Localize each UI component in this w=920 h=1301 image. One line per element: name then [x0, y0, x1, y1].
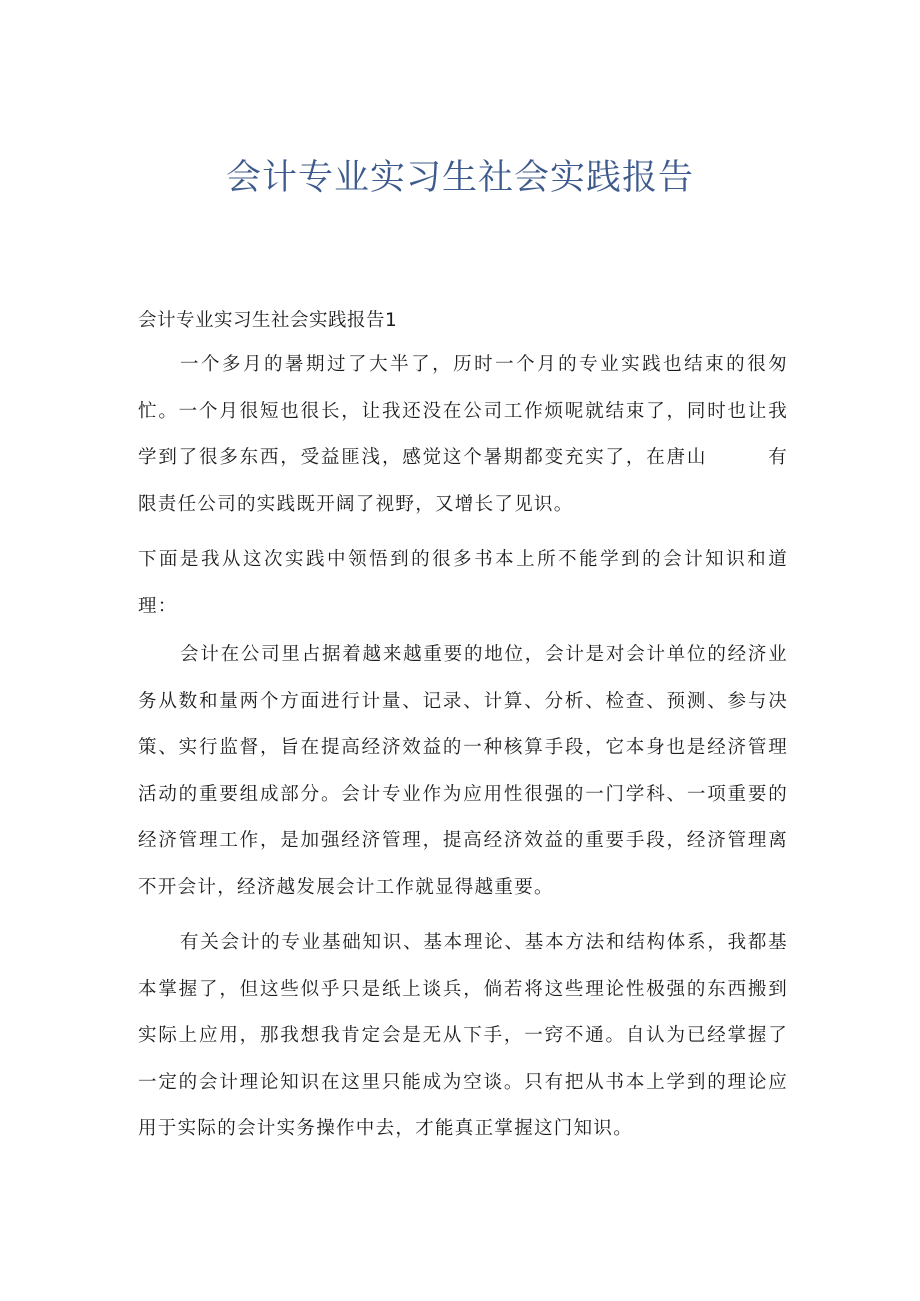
section-heading: 会计专业实习生社会实践报告1 [138, 310, 398, 331]
paragraph-4: 有关会计的专业基础知识、基本理论、基本方法和结构体系，我都基本掌握了，但这些似乎只是纸上谈兵，倘若将这些理论性极强的东西搬到实际上应用，那我想我肯定会是无从下手，一窍不通。自认为已经掌握了一定的会计理论知识在这里只能成为空谈。只有把从书本上学到的理论应用于实际的会计实务操作中去，才能真正掌握这门知识。 [138, 932, 788, 1139]
document-title: 会计专业实习生社会实践报告 [225, 158, 694, 198]
paragraph-2: 下面是我从这次实践中领悟到的很多书本上所不能学到的会计知识和道理： [138, 549, 788, 617]
paragraph-1: 一个多月的暑期过了大半了，历时一个月的专业实践也结束的很匆忙。一个月很短也很长，让我还没在公司工作烦呢就结束了，同时也让我学到了很多东西，受益匪浅，感觉这个暑期都变充实了，在唐山 有限责任公司的实践既开阔了视野，又增长了见识。 [138, 354, 788, 515]
paragraph-3: 会计在公司里占据着越来越重要的地位，会计是对会计单位的经济业务从数和量两个方面进行计量、记录、计算、分析、检查、预测、参与决策、实行监督，旨在提高经济效益的一种核算手段，它本身也是经济管理活动的重要组成部分。会计专业作为应用性很强的一门学科、一项重要的经济管理工作，是加强经济管理，提高经济效益的重要手段，经济管理离不开会计，经济越发展会计工作就显得越重要。 [138, 644, 788, 898]
